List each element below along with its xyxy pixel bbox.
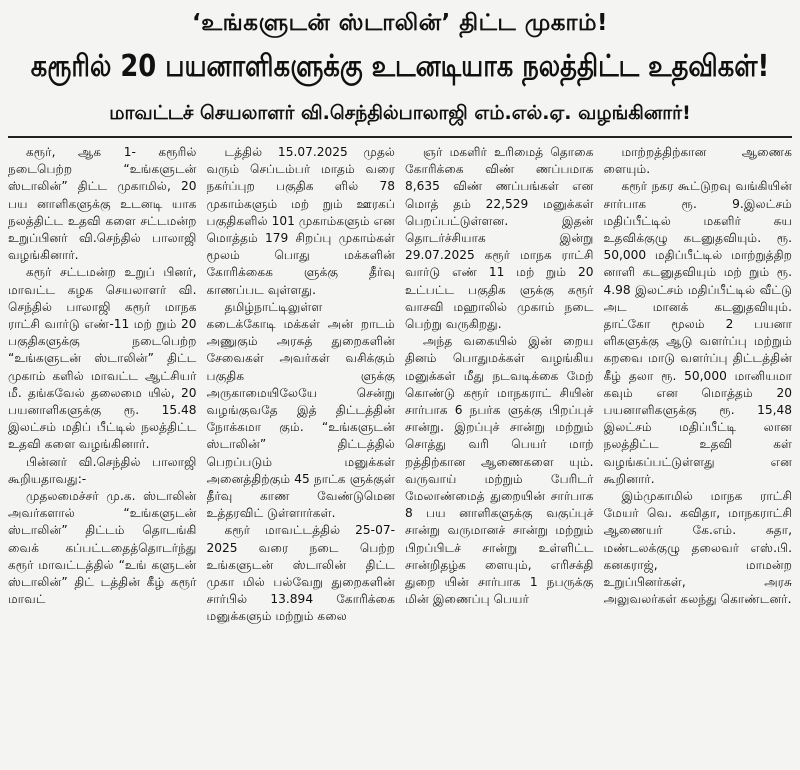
paragraph: ஞர் மகளிர் உரிமைத் தொகை கோரிக்கை விண் ணப்பமாக 8,635 விண் ணப்பங்கள் என மொத் தம் 22,529 மனுக்கள் பெறப்பட்டுள்ளன. இதன் தொடர்ச்சியாக இன்று 29.07.2025 கரூர் மாநக ராட்சி வார்டு எண் 11 மற் றும் 20 உட்பட்ட பகுதிக ளுக்கு கரூர் வாசவி மஹாலில் முகாம் நடை பெற்று வருகிறது. [405,145,594,332]
article-kicker: ‘உங்களுடன் ஸ்டாலின்’ திட்ட முகாம்! [192,10,608,36]
column-3 [405,144,594,740]
paragraph: பின்னர் வி.செந்தில் பாலாஜி கூறியதாவது:- [8,454,197,486]
paragraph: அந்த வகையில் இன் றைய தினம் பொதுமக்கள் வழங்கிய மனுக்கள் மீது நடவடிக்கை மேற் கொண்டு கரூர் மாநகராட் சியின் சார்பாக 6 நபர்க ளுக்கு பிறப்புச் சான்று. இறப்புச் சான்று மற்றும் சொத்து வரி பெயர் மாற் றத்திற்கான ஆணைகளை யும். வருவாய் மற்றும் பேரிடர் மேலாண்மைத் துறையின் சார்பாக 8 பய னாளிகளுக்கு வகுப்புச் சான்று வருமானச் சான்று மற்றும் பிறப்பிடச் சான்று உள்ளிட்ட சான்றிதழ்க ளையும், எரிசக்தி துறை யின் சார்பாக 1 நபருக்கு மின் இணைப்பு பெயர் [405,334,594,607]
paragraph: மாற்றத்திற்கான ஆணைக ளையும். [603,145,792,177]
paragraph: கரூர் சட்டமன்ற உறுப் பினர், மாவட்ட கழக செயலாளர் வி. செந்தில் பாலாஜி கரூர் மாநக ராட்சி வார்டு எண்-11 மற் றும் 20 பகுதிகளுக்கு நடைபெற்ற “உங்களுடன் ஸ்டாலின்” திட்ட முகாம் களில் மாவட்ட ஆட்சியர் மீ. தங்கவேல் தலைமை யில், 20 பயனாளிகளுக்கு ரூ. 15.48 இலட்சம் மதிப் பீட்டில் நலத்திட்ட உதவி களை வழங்கினார். [8,265,197,452]
paragraph: கரூர் நகர கூட்டுறவு வங்கியின் சார்பாக ரூ. 9.இலட்சம் மதிப்பீட்டில் மகளிர் சுய உதவிக்குழு கடனுதவியும். ரூ. 50,000 மதிப்பீட்டில் மாற்றுத்திற னாளி கடனுதவியும் மற் றும் ரூ. 4.98 இலட்சம் மதிப்பீட்டில் வீட்டு அட மானக் கடனுதவியும். தாட்கோ மூலம் 2 பயனா ளிகளுக்கு ஆடு வளர்ப்பு மற்றும் கறவை மாடு வளர்ப்பு திட்டத்தின் கீழ் தலா ரூ. 50,000 மானியமா கவும் என மொத்தம் 20 பயனாளிகளுக்கு ரூ. 15,48 இலட்சம் மதிப்பீட்டி லான நலத்திட்ட உதவி கள் வழங்கப்பட்டுள்ளது என கூறினார். [603,179,792,486]
divider [8,136,792,138]
paragraph: டத்தில் 15.07.2025 முதல் வரும் செப்டம்பர் மாதம் வரை நகர்ப்புற பகுதிக ளில் 78 முகாம்களும் மற் றும் ஊரகப் பகுதிகளில் 101 முகாம்களும் என மொத்தம் 179 சிறப்பு முகாம்கள் மூலம் பொது மக்களின் கோரிக்கைக ளுக்கு தீர்வு காணப்பட வுள்ளது. [206,145,395,297]
paragraph: கரூர், ஆக 1- கரூரில் நடைபெற்ற “உங்களுடன் ஸ்டாலின்” திட்ட முகாமில், 20 பய னாளிகளுக்கு உடனடி யாக நலத்திட்ட உதவி களை சட்டமன்ற உறுப்பினர் வி.செந்தில் பாலாஜி வழங்கினார். [8,145,197,263]
paragraph: முதலமைச்சர் மு.க. ஸ்டாலின் அவர்களால் “உங்களுடன் ஸ்டாலின்” திட்டம் தொடங்கி வைக் கப்பட்டதைத்தொடர்ந்து கரூர் மாவட்டத்தில் “உங் களுடன் ஸ்டாலின்” திட் டத்தின் கீழ் கரூர் மாவட் [8,489,197,607]
paragraph: கரூர் மாவட்டத்தில் 25-07-2025 வரை நடை பெற்ற உங்களுடன் ஸ்டாலின் திட்ட முகா மில் பல்வேறு துறைகளின் சார்பில் 13.894 கோரிக்கை மனுக்களும் மற்றும் கலை [206,523,395,624]
article-subheadline: மாவட்டச் செயலாளர் வி.செந்தில்பாலாஜி எம்.எல்.ஏ. வழங்கினார்! [109,102,691,124]
column-4 [604,144,793,740]
column-2 [207,144,396,740]
paragraph: தமிழ்நாட்டிலுள்ள கடைக்கோடி மக்கள் அன் றாடம் அணுகும் அரசுத் துறைகளின் சேவைகள் அவர்கள் வசிக்கும் பகுதிக ளுக்கு அருகாமையிலேயே சென்று வழங்குவதே இத் திட்டத்தின் நோக்கமா கும். “உங்களுடன் ஸ்டாலின்” திட்டத்தில் பெறப்படும் மனுக்கள் அனைத்திற்கும் 45 நாட்க ளுக்குள் தீர்வு காண வேண்டுமென உத்தரவிட் டுள்ளார்கள். [206,299,395,521]
paragraph: இம்முகாமில் மாநக ராட்சி மேயர் வெ. கவிதா, மாநகராட்சி ஆணையர் கே.எம். சுதா, மண்டலக்குழு தலைவர் எஸ்.பி. கனகராஜ், மாமன்ற உறுப்பினர்கள், அரசு அலுவலர்கள் கலந்து கொண்டனர். [603,489,792,607]
article-body [8,144,792,740]
column-1 [8,144,197,740]
article-headline: கரூரில் 20 பயனாளிகளுக்கு உடனடியாக நலத்திட்ட உதவிகள்! [30,49,770,84]
